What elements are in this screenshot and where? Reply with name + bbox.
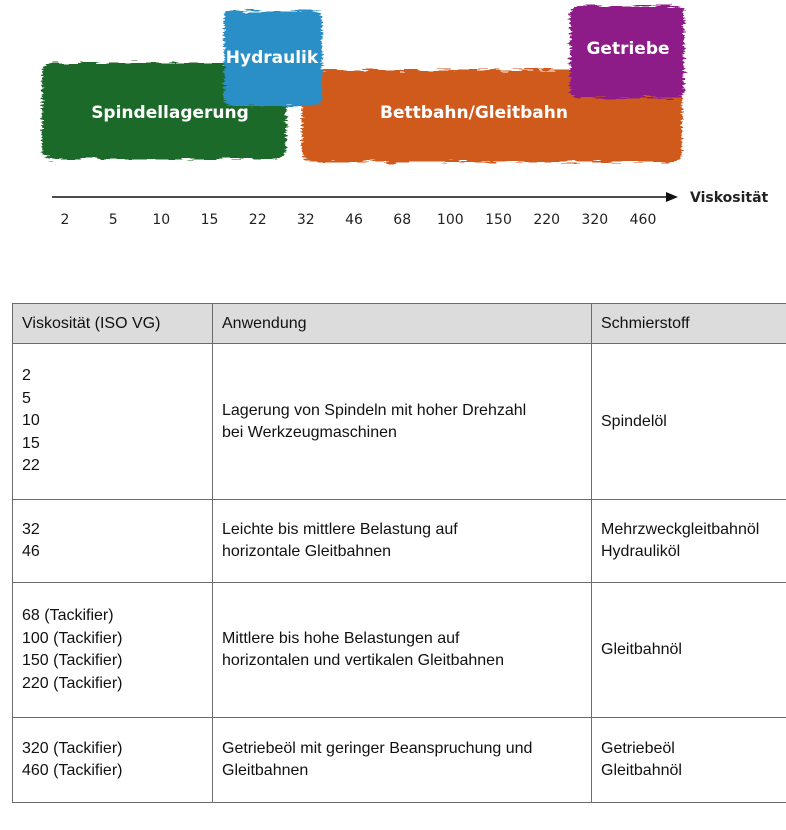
axis-tick-label: 68 [393, 212, 412, 228]
axis-tick-label: 32 [296, 212, 315, 228]
viscosity-cell [13, 718, 213, 803]
application-text: Gleitbahnen [222, 762, 309, 779]
application-text: Getriebeöl mit geringer Beanspruchung und [222, 740, 533, 757]
axis-tick-label: 15 [200, 212, 219, 228]
axis-tick-label: 22 [248, 212, 267, 228]
viscosity-value: 15 [22, 434, 40, 452]
viscosity-value: 320 (Tackifier) [22, 739, 123, 757]
table-row [13, 718, 786, 803]
header-lubricant: Schmierstoff [592, 304, 786, 344]
axis-tick-label: 100 [436, 212, 464, 228]
viscosity-range-diagram [0, 0, 786, 240]
range-label-bettbahn: Bettbahn/Gleitbahn [380, 103, 568, 123]
lubricant-text: Getriebeöl [601, 740, 675, 757]
application-cell [213, 344, 592, 500]
viscosity-value: 2 [22, 367, 31, 385]
viscosity-value: 46 [22, 543, 40, 560]
axis-tick-label: 460 [629, 212, 657, 228]
axis-tick-label: 5 [108, 212, 118, 228]
viscosity-value: 10 [22, 412, 40, 430]
lubricant-text: Mehrzweckgleitbahnöl [601, 521, 760, 538]
range-label-getriebe: Getriebe [586, 39, 670, 59]
range-label-spindellagerung: Spindellagerung [91, 103, 249, 123]
lubricant-cell [592, 718, 786, 803]
viscosity-cell [13, 344, 213, 500]
lubricant-cell [592, 583, 786, 718]
table-row [13, 583, 786, 718]
lubricant-text: Gleitbahnöl [601, 641, 682, 658]
axis-arrowhead-icon [666, 192, 678, 202]
viscosity-value: 68 (Tackifier) [22, 607, 114, 624]
viscosity-cell [13, 500, 213, 583]
application-cell [213, 718, 592, 803]
application-text: horizontalen und vertikalen Gleitbahnen [222, 652, 504, 669]
axis-label: Viskosität [690, 190, 769, 206]
application-cell [213, 500, 592, 583]
viscosity-value: 150 (Tackifier) [22, 652, 123, 669]
application-text: Lagerung von Spindeln mit hoher Drehzahl [222, 401, 527, 419]
lubricant-cell [592, 344, 786, 500]
header-viscosity: Viskosität (ISO VG) [13, 304, 213, 344]
viscosity-value: 220 (Tackifier) [22, 674, 123, 692]
axis-tick-labels [61, 212, 657, 228]
lubricant-text: Hydrauliköl [601, 543, 681, 560]
axis-tick-label: 46 [345, 212, 363, 228]
lubricant-text: Spindelöl [601, 412, 667, 430]
table-row [13, 344, 786, 500]
application-text: bei Werkzeugmaschinen [222, 423, 397, 441]
application-text: Mittlere bis hohe Belastungen auf [222, 630, 460, 647]
viscosity-table [12, 303, 786, 803]
axis-tick-label: 10 [152, 212, 171, 228]
header-application: Anwendung [213, 304, 592, 344]
axis-tick-label: 2 [60, 212, 70, 228]
viscosity-value: 5 [22, 389, 31, 407]
application-text: Leichte bis mittlere Belastung auf [222, 521, 458, 538]
table-header-row [13, 304, 786, 344]
table-row [13, 500, 786, 583]
viscosity-value: 460 (Tackifier) [22, 762, 123, 779]
range-label-hydraulik: Hydraulik [225, 48, 319, 68]
lubricant-text: Gleitbahnöl [601, 762, 682, 779]
viscosity-value: 22 [22, 457, 40, 475]
viscosity-value: 32 [22, 520, 40, 538]
viscosity-cell [13, 583, 213, 718]
viscosity-value: 100 (Tackifier) [22, 629, 123, 647]
application-cell [213, 583, 592, 718]
axis-tick-label: 150 [485, 212, 512, 228]
application-text: horizontale Gleitbahnen [222, 543, 392, 560]
axis-tick-label: 320 [581, 212, 609, 228]
lubricant-cell [592, 500, 786, 583]
axis-tick-label: 220 [533, 212, 561, 228]
